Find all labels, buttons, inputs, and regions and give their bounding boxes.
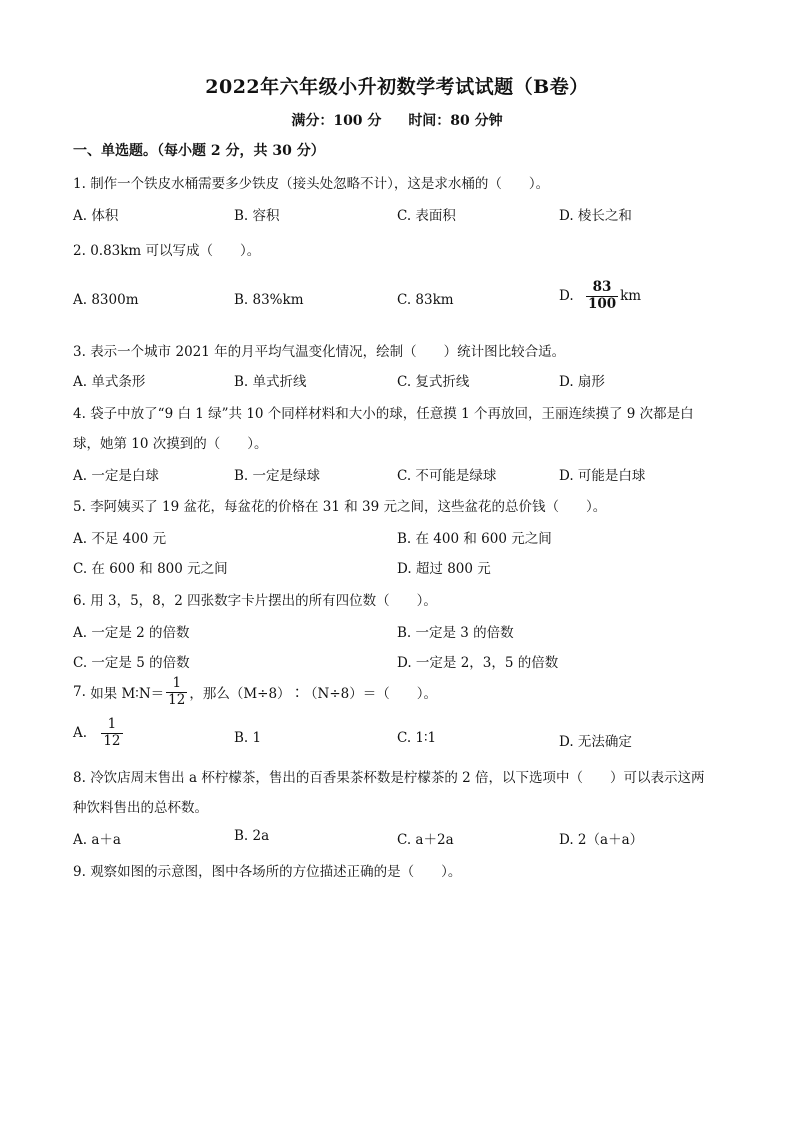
question-6 xyxy=(73,589,437,609)
question-4 xyxy=(73,402,694,422)
question-text-after: ，那么（M÷8）∶（N÷8）＝（ ）。 xyxy=(189,686,438,703)
question-number: 3. xyxy=(73,344,86,360)
q6-option-a: A. 一定是 2 的倍数 xyxy=(73,625,190,641)
question-number: 9. xyxy=(73,864,86,880)
full-score: 满分：100 分 xyxy=(291,113,382,129)
q4-option-d: D. 可能是白球 xyxy=(559,468,646,484)
question-number: 6. xyxy=(73,593,86,609)
question-text: 用 3，5，8，2 四张数字卡片摆出的所有四位数（ ）。 xyxy=(90,593,437,609)
q4-option-b: B. 一定是绿球 xyxy=(234,468,321,484)
fraction xyxy=(101,717,122,749)
question-text: 0.83km 可以写成（ ）。 xyxy=(90,243,261,259)
q2-option-c: C. 83km xyxy=(397,292,454,308)
q1-option-d: D. 棱长之和 xyxy=(559,208,632,224)
question-number: 1. xyxy=(73,176,86,192)
q5-option-c: C. 在 600 和 800 元之间 xyxy=(73,561,228,577)
q1-option-b: B. 容积 xyxy=(234,208,280,224)
q3-option-d: D. 扇形 xyxy=(559,374,605,390)
q3-option-a: A. 单式条形 xyxy=(73,374,146,390)
question-8-continued: 种饮料售出的总杯数。 xyxy=(73,800,208,816)
question-3 xyxy=(73,340,565,360)
q7-option-d: D. 无法确定 xyxy=(559,734,632,750)
q2-option-d xyxy=(559,280,641,312)
q6-option-b: B. 一定是 3 的倍数 xyxy=(397,625,514,641)
question-text: 观察如图的示意图，图中各场所的方位描述正确的是（ ）。 xyxy=(90,864,462,880)
question-number: 2. xyxy=(73,243,86,259)
q8-option-c: C. a＋2a xyxy=(397,832,454,848)
question-number: 8. xyxy=(73,770,86,786)
fraction-numerator: 83 xyxy=(586,280,618,297)
fraction-numerator: 1 xyxy=(166,676,187,693)
page-title: 2022年六年级小升初数学考试试题（B卷） xyxy=(205,76,589,98)
fraction xyxy=(586,280,618,312)
question-2 xyxy=(73,239,260,259)
question-4-continued: 球，她第 10 次摸到的（ ）。 xyxy=(73,436,268,452)
q8-option-d: D. 2（a＋a） xyxy=(559,832,644,848)
fraction xyxy=(166,676,187,708)
q2-option-a: A. 8300m xyxy=(73,292,139,308)
question-1 xyxy=(73,172,549,192)
q8-option-b: B. 2a xyxy=(234,828,270,844)
q2-option-b: B. 83%km xyxy=(234,292,304,308)
q7-option-c: C. 1∶1 xyxy=(397,730,437,746)
q5-option-d: D. 超过 800 元 xyxy=(397,561,491,577)
q3-option-c: C. 复式折线 xyxy=(397,374,470,390)
q7-option-b: B. 1 xyxy=(234,730,262,746)
unit-label: km xyxy=(620,288,642,305)
question-number: 4. xyxy=(73,406,86,422)
q1-option-a: A. 体积 xyxy=(73,208,119,224)
section-heading: 一、单选题。（每小题 2 分，共 30 分） xyxy=(73,143,325,159)
q3-option-b: B. 单式折线 xyxy=(234,374,307,390)
exam-time: 时间：80 分钟 xyxy=(408,113,503,129)
q1-option-c: C. 表面积 xyxy=(397,208,456,224)
exam-info xyxy=(0,110,794,130)
fraction-denominator: 100 xyxy=(587,295,617,312)
q7-option-a xyxy=(73,717,125,749)
fraction-denominator: 12 xyxy=(168,691,186,708)
q5-option-b: B. 在 400 和 600 元之间 xyxy=(397,531,552,547)
question-5 xyxy=(73,495,606,515)
q6-option-d: D. 一定是 2，3，5 的倍数 xyxy=(397,655,559,671)
question-9 xyxy=(73,860,461,880)
q4-option-c: C. 不可能是绿球 xyxy=(397,468,497,484)
q4-option-a: A. 一定是白球 xyxy=(73,468,159,484)
q8-option-a: A. a＋a xyxy=(73,832,121,848)
fraction-denominator: 12 xyxy=(103,732,121,749)
question-7 xyxy=(73,676,437,708)
question-text-line-1: 冷饮店周末售出 a 杯柠檬茶，售出的百香果茶杯数是柠檬茶的 2 倍，以下选项中（ ）可以表示这两 xyxy=(90,770,705,786)
question-text: 李阿姨买了 19 盆花，每盆花的价格在 31 和 39 元之间，这些盆花的总价钱（ ）。 xyxy=(90,499,607,515)
q5-option-a: A. 不足 400 元 xyxy=(73,531,167,547)
question-text: 表示一个城市 2021 年的月平均气温变化情况，绘制（ ）统计图比较合适。 xyxy=(90,344,566,360)
option-letter: A. xyxy=(73,725,88,742)
fraction-numerator: 1 xyxy=(101,717,122,734)
question-text-line-1: 袋子中放了“9 白 1 绿”共 10 个同样材料和大小的球，任意摸 1 个再放回，王丽连续摸了 9 次都是白 xyxy=(90,406,694,422)
q6-option-c: C. 一定是 5 的倍数 xyxy=(73,655,190,671)
question-text-before: 如果 M∶N＝ xyxy=(90,686,165,703)
question-number: 7. xyxy=(73,684,86,701)
option-letter: D. xyxy=(559,288,574,305)
question-8 xyxy=(73,766,705,786)
question-text: 制作一个铁皮水桶需要多少铁皮（接头处忽略不计），这是求水桶的（ ）。 xyxy=(90,176,550,192)
question-number: 5. xyxy=(73,499,86,515)
